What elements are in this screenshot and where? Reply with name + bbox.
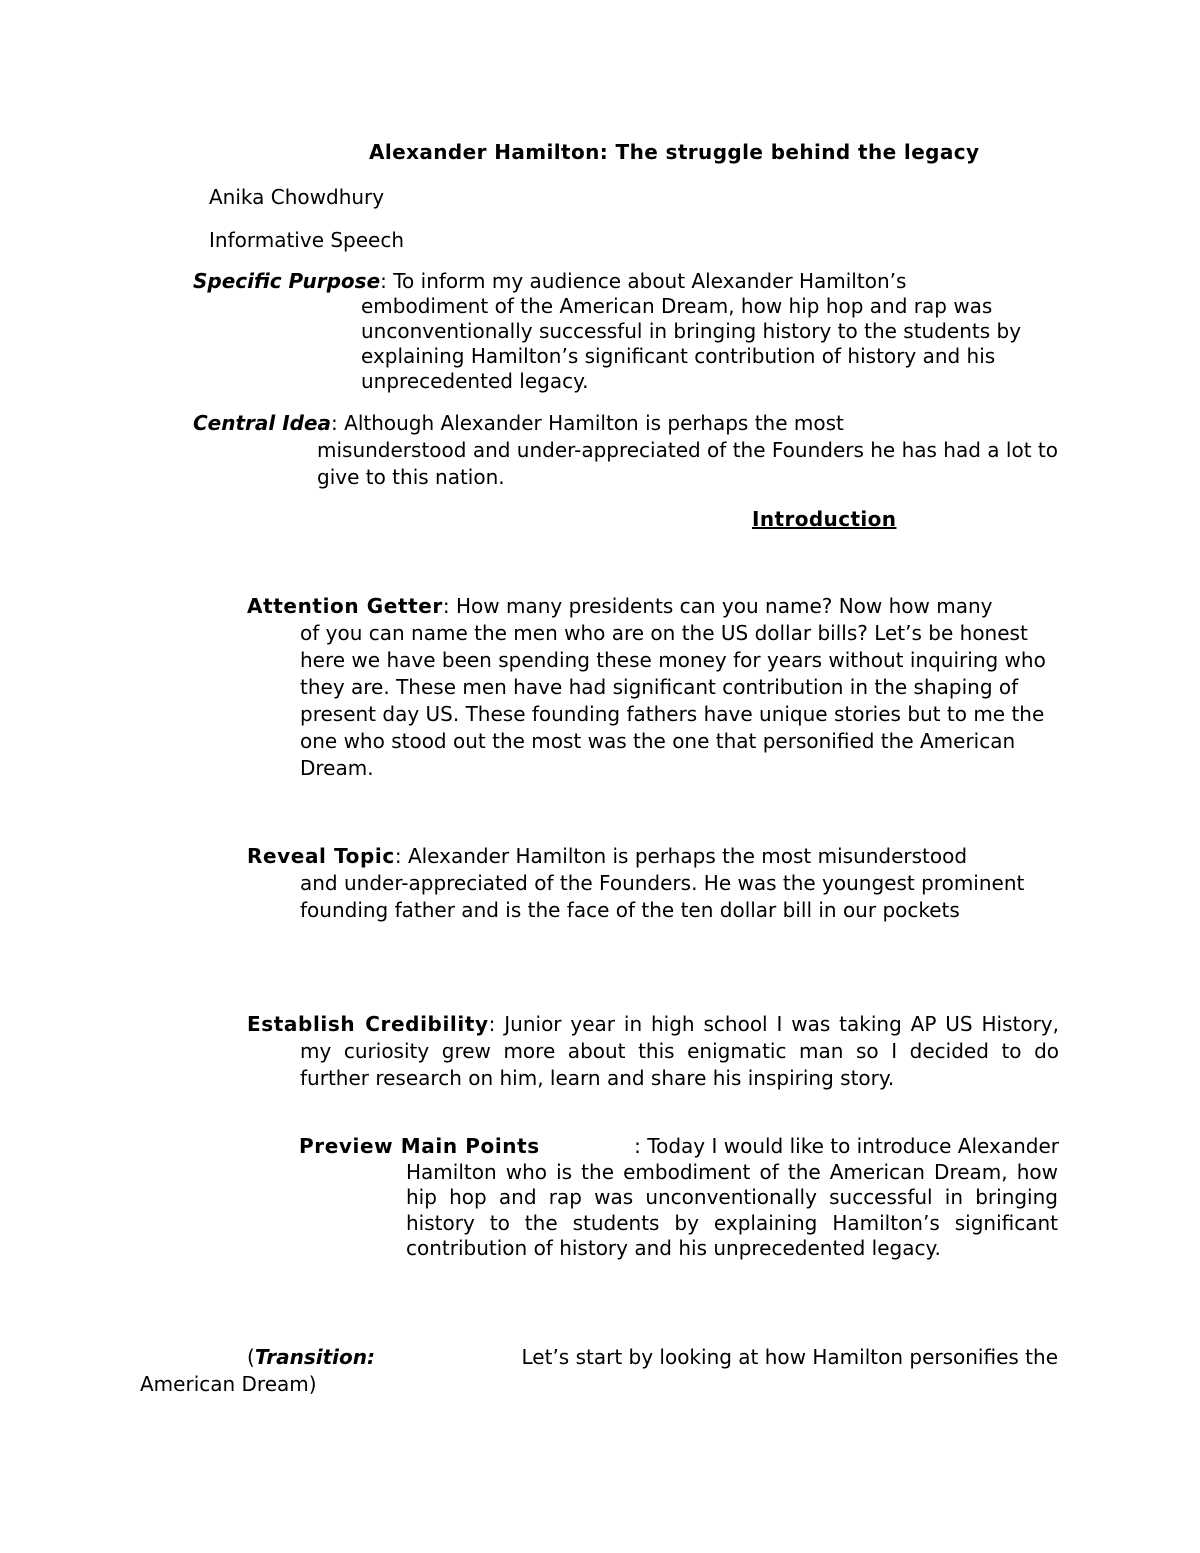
- specific-purpose-label: Specific Purpose: [193, 269, 381, 293]
- preview-main-points-rest: Hamilton who is the embodiment of the American Dream, how hip hop and rap was unconventionally successful in bringing history to the students by explaining Hamilton’s significant contribution of history and his unprecedented legacy.: [406, 1159, 1058, 1260]
- central-idea-label: Central Idea: [193, 411, 332, 435]
- reveal-topic-label: Reveal Topic: [247, 844, 395, 868]
- establish-credibility-label: Establish Credibility: [247, 1012, 489, 1036]
- author-name: Anika Chowdhury: [209, 185, 385, 209]
- transition-label: Transition:: [254, 1345, 376, 1369]
- preview-main-points-line1: : Today I would like to introduce Alexander: [634, 1134, 1059, 1158]
- speech-type: Informative Speech: [209, 228, 405, 252]
- reveal-topic-rest: and under-appreciated of the Founders. He was the youngest prominent founding father and is the face of the ten dollar bill in our pockets: [300, 871, 1025, 922]
- specific-purpose-line1: : To inform my audience about Alexander Hamilton’s: [380, 269, 907, 293]
- attention-getter-section: [247, 593, 1059, 782]
- transition-open-paren: (: [247, 1345, 255, 1369]
- transition-rest: American Dream): [140, 1372, 317, 1396]
- specific-purpose-rest: embodiment of the American Dream, how hip hop and rap was unconventionally successful in bringing history to the students by explaining Hamilton’s significant contribution of history and his unprecedented legacy.: [361, 294, 1022, 393]
- attention-getter-rest: of you can name the men who are on the US dollar bills? Let’s be honest here we have been spending these money for years without inquiring who they are. These men have had significant contribution in the shaping of present day US. These founding fathers have unique stories but to me the one who stood out the most was the one that personified the American Dream.: [300, 621, 1046, 780]
- establish-credibility-section: [247, 1011, 1059, 1092]
- attention-getter-label: Attention Getter: [247, 594, 443, 618]
- transition-section: [140, 1344, 1058, 1398]
- introduction-heading: Introduction: [752, 507, 897, 531]
- transition-line1: Let’s start by looking at how Hamilton personifies the: [521, 1345, 1058, 1369]
- specific-purpose-section: [193, 269, 1053, 394]
- central-idea-line1: : Although Alexander Hamilton is perhaps the most: [331, 411, 844, 435]
- preview-main-points-section: [299, 1134, 1059, 1262]
- central-idea-section: [193, 410, 1063, 491]
- reveal-topic-section: [247, 843, 1059, 924]
- document-title: Alexander Hamilton: The struggle behind the legacy: [369, 140, 980, 164]
- reveal-topic-line1: : Alexander Hamilton is perhaps the most misunderstood: [394, 844, 968, 868]
- attention-getter-line1: : How many presidents can you name? Now how many: [442, 594, 993, 618]
- preview-main-points-label: Preview Main Points: [299, 1134, 540, 1158]
- establish-credibility-text: : Junior year in high school I was taking AP US History, my curiosity grew more about this enigmatic man so I decided to do further research on him, learn and share his inspiring story.: [300, 1012, 1059, 1090]
- central-idea-rest: misunderstood and under-appreciated of the Founders he has had a lot to give to this nation.: [317, 438, 1058, 489]
